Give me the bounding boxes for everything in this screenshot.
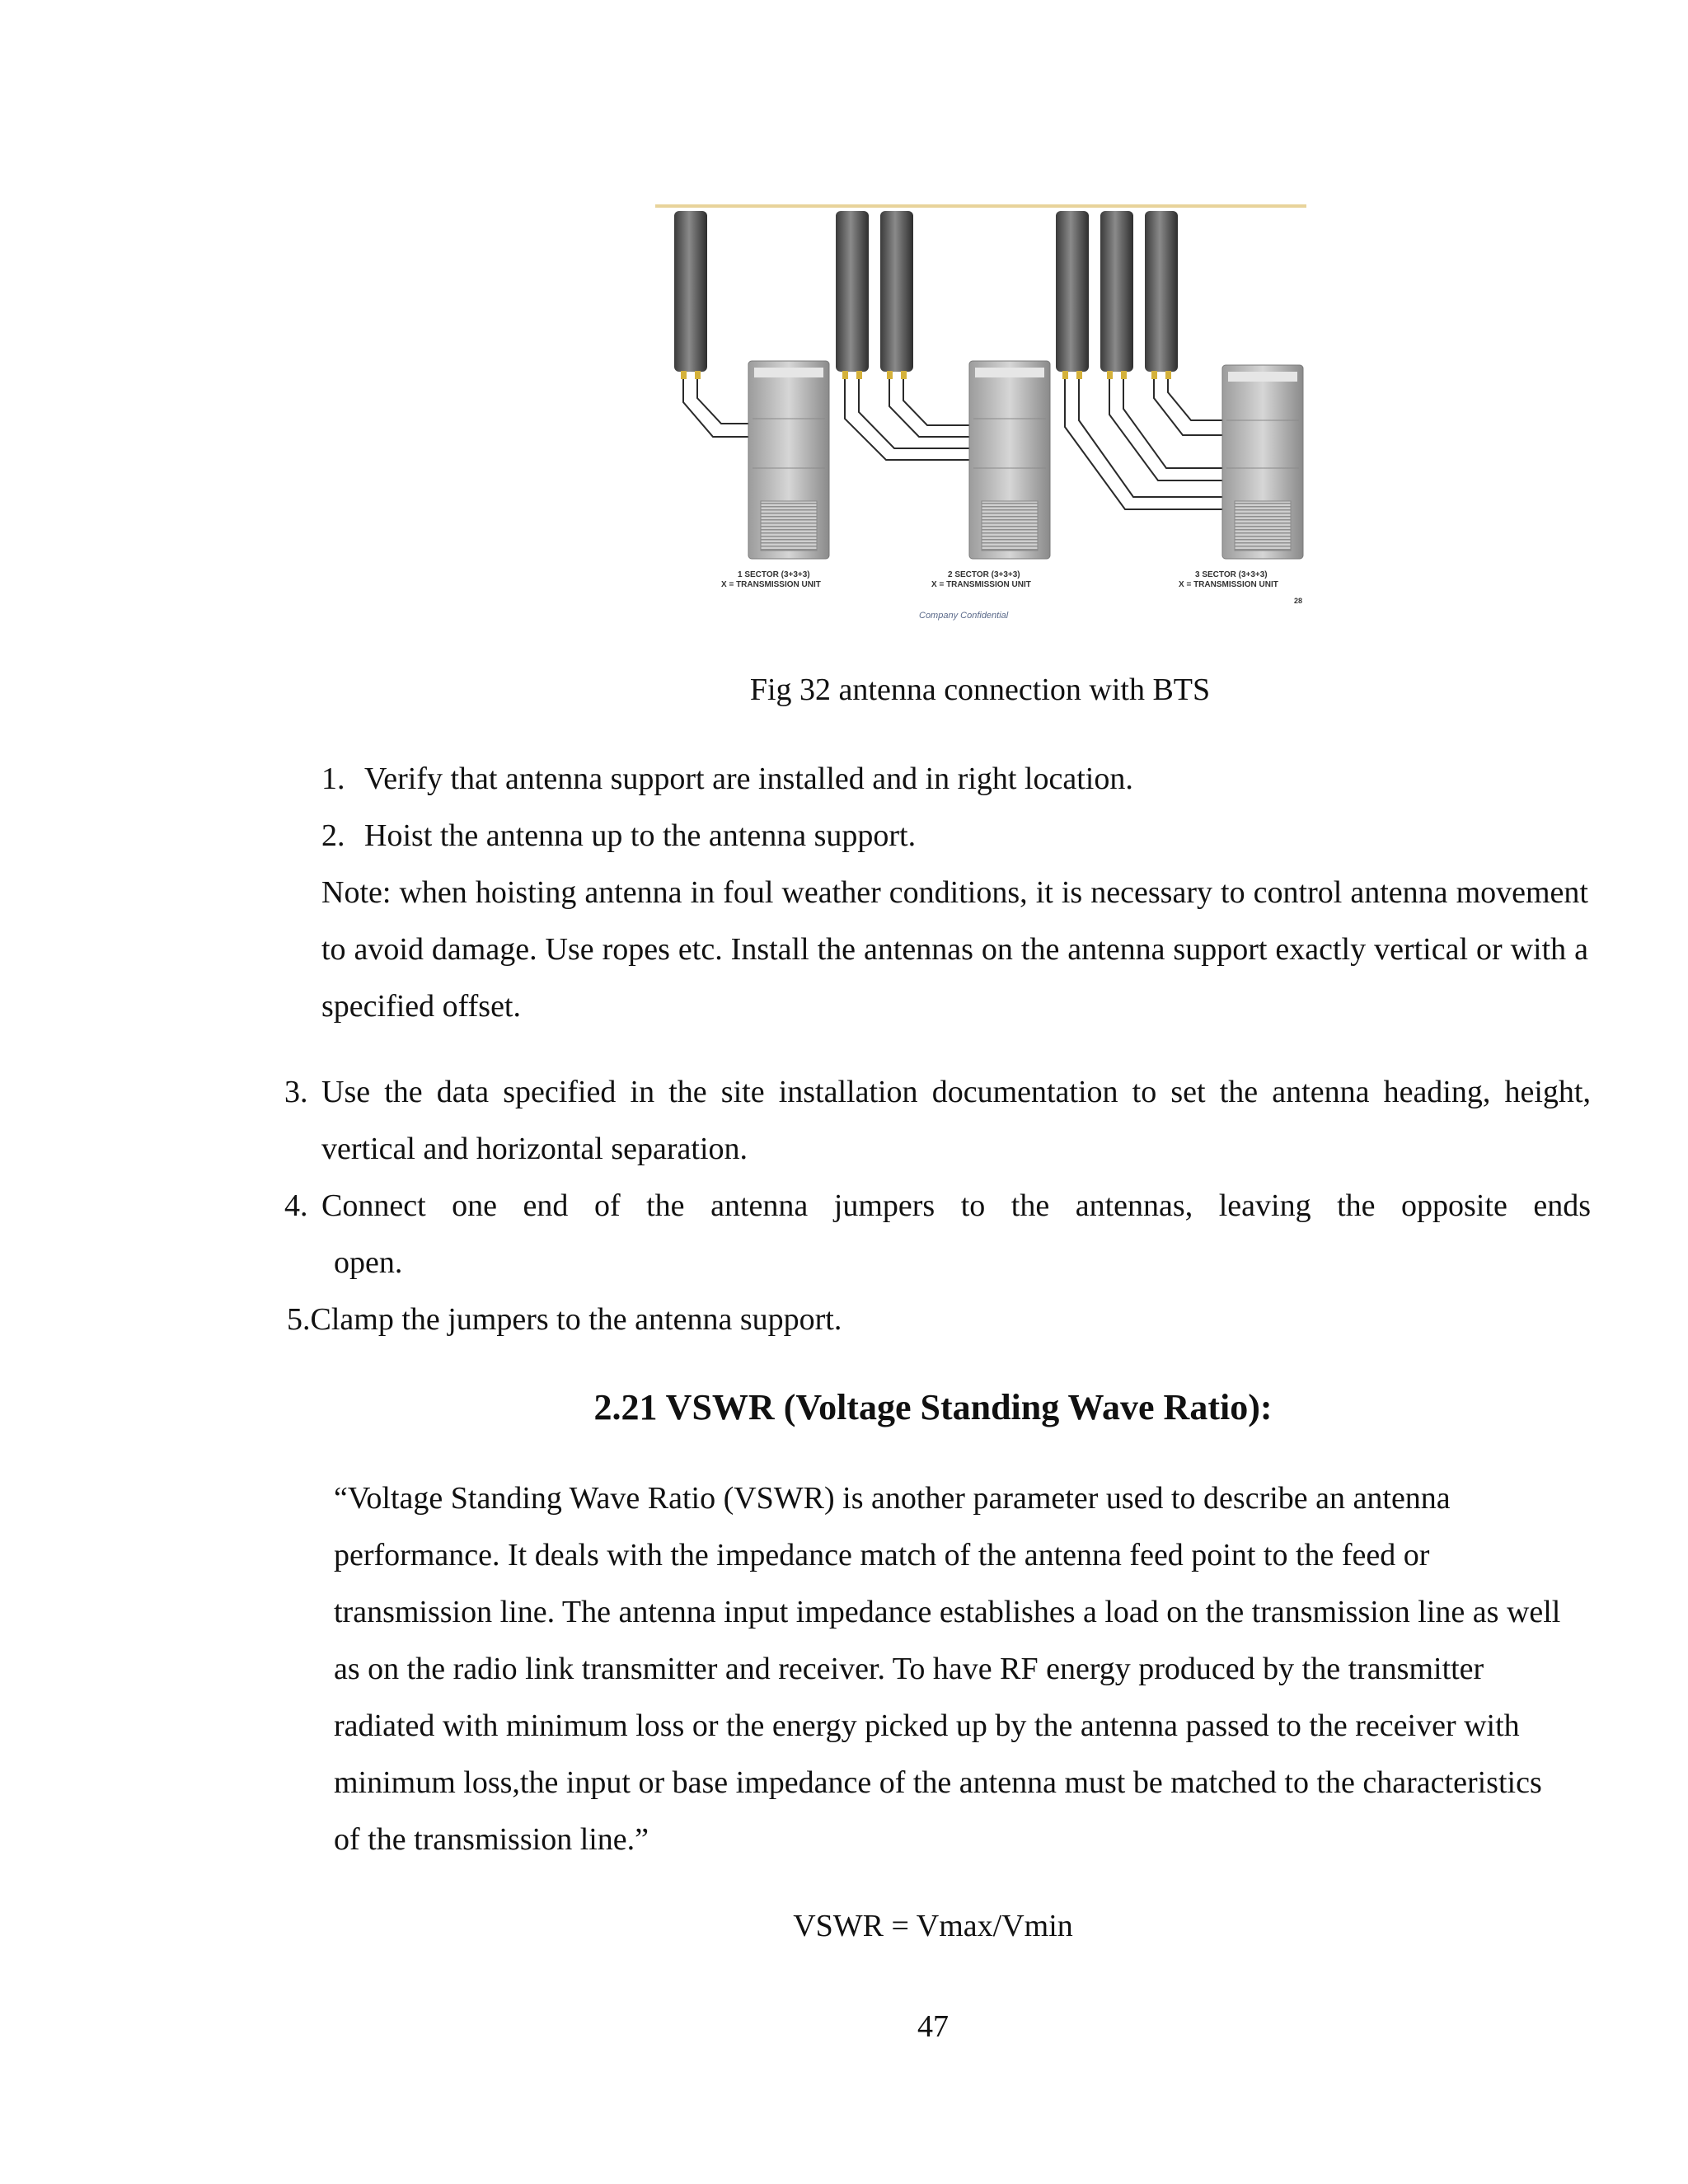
sector-2-label-line2: X = TRANSMISSION UNIT <box>931 580 1031 589</box>
figure-corner-mark: 28 <box>1294 597 1303 605</box>
bts-cabinet-1 <box>748 361 829 559</box>
vswr-quote-paragraph: “Voltage Standing Wave Ratio (VSWR) is another parameter used to describe an antenna performance. It deals with the impedance match of the antenna feed point to the feed or transmission line. The antenna input impedance establishes a load on the transmission line as well as on the radio link transmitter and receiver. To have RF energy produced by the transmitter radiated with minimum loss or the energy picked up by the antenna passed to the receiver with minimum loss,the input or base impedance of the antenna must be matched to the characteristics of the transmission line.” <box>334 1481 1561 1857</box>
list-item <box>321 808 1582 865</box>
section-heading: 2.21 VSWR (Voltage Standing Wave Ratio): <box>593 1387 1273 1427</box>
note-paragraph: Note: when hoisting antenna in foul weather conditions, it is necessary to control antenna movement to avoid damage. Use ropes etc. Install the antennas on the antenna support exactly vertical or with a specified offset. <box>321 875 1588 1024</box>
company-confidential-watermark: Company Confidential <box>919 611 1009 621</box>
antenna-group <box>674 211 1178 372</box>
step-number: 1. <box>321 762 345 796</box>
step-number: 4. <box>284 1188 308 1223</box>
step-text: Hoist the antenna up to the antenna support. <box>364 818 917 853</box>
step-text: Verify that antenna support are installed and in right location. <box>364 762 1133 796</box>
sector-2-label-line1: 2 SECTOR (3+3+3) <box>948 570 1020 579</box>
step-text: Connect one end of the antenna jumpers to the antennas, leaving the opposite ends <box>321 1188 1591 1223</box>
list-item: 5.Clamp the jumpers to the antenna support. <box>287 1302 842 1337</box>
sector-3-label-line2: X = TRANSMISSION UNIT <box>1179 580 1278 589</box>
list-item <box>284 1064 1591 1178</box>
vswr-formula: VSWR = Vmax/Vmin <box>793 1909 1073 1943</box>
sector-1-label-line1: 1 SECTOR (3+3+3) <box>738 570 810 579</box>
step-text-continued: open. <box>334 1245 403 1280</box>
step-number: 3. <box>284 1075 308 1109</box>
sector-3-label-line1: 3 SECTOR (3+3+3) <box>1195 570 1268 579</box>
list-item <box>284 1178 1591 1291</box>
antenna-bts-figure <box>647 196 1319 625</box>
bts-cabinet-3 <box>1222 365 1303 559</box>
list-item <box>321 751 1582 808</box>
sector-1-label-line2: X = TRANSMISSION UNIT <box>721 580 821 589</box>
step-text: Use the data specified in the site installation documentation to set the antenna heading, height, vertical and horizontal separation. <box>321 1075 1591 1166</box>
step-number: 2. <box>321 818 345 853</box>
bts-cabinet-2 <box>969 361 1050 559</box>
page-number: 47 <box>917 2009 949 2044</box>
figure-caption: Fig 32 antenna connection with BTS <box>749 673 1211 707</box>
